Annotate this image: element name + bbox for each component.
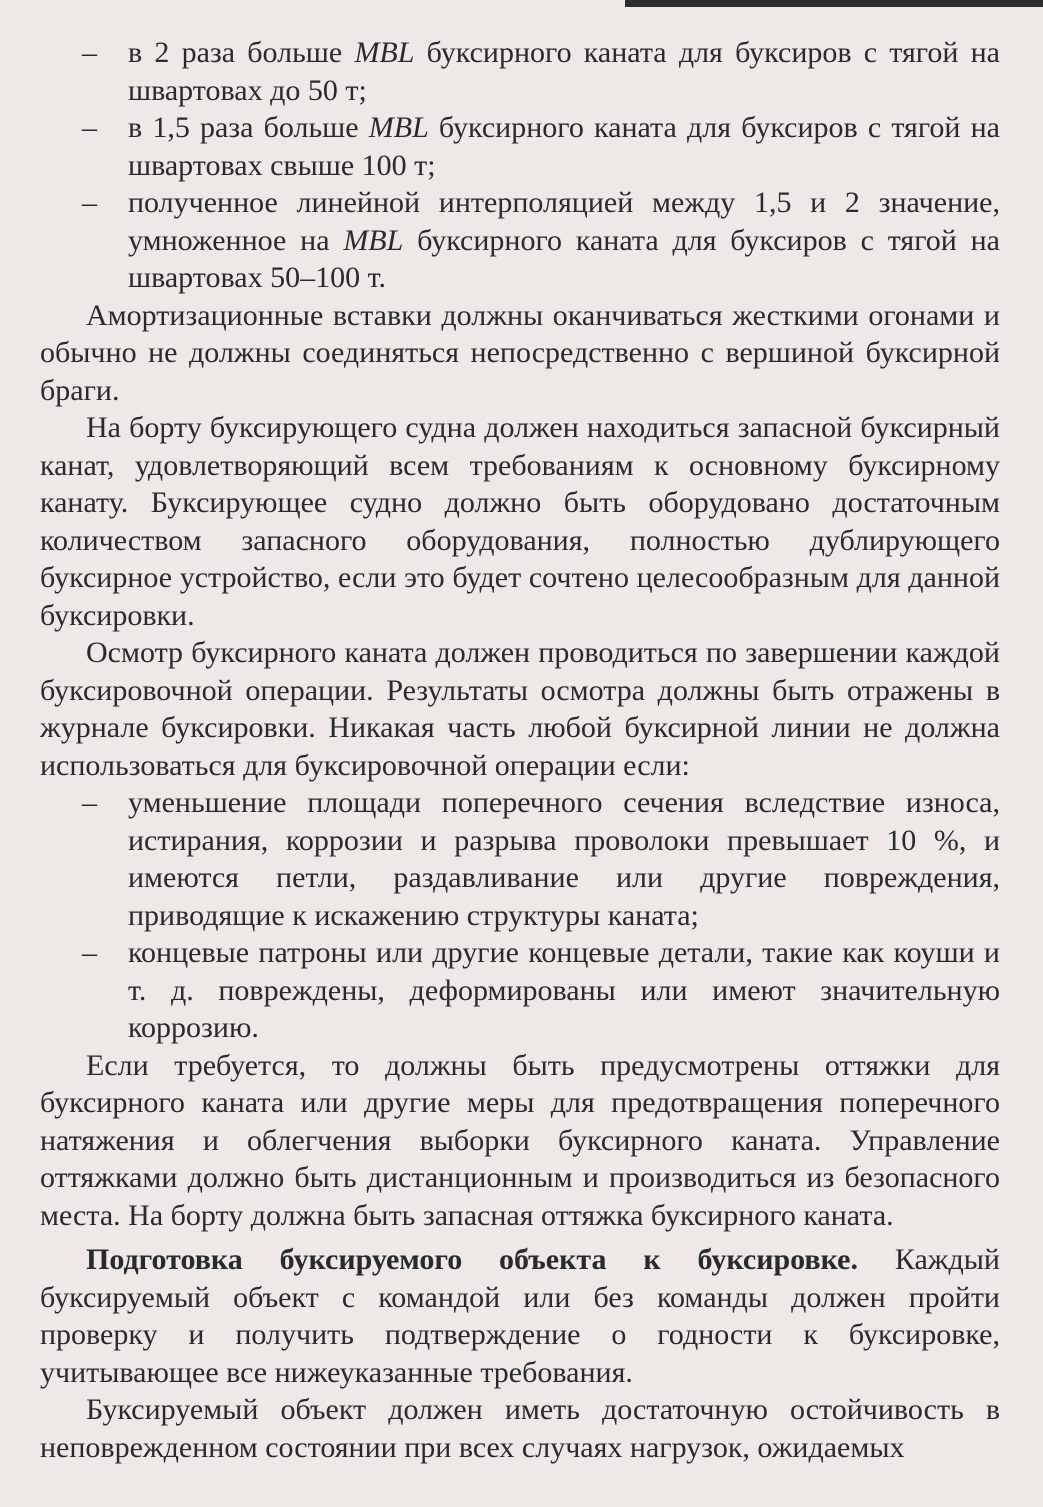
list-text-after: буксирного каната для буксиров с тягой на швартовах до 50 т;: [128, 36, 1000, 107]
list-item: [40, 109, 1000, 184]
mbl-requirements-list: [40, 34, 1000, 297]
paragraph-shock-inserts: Амортизационные вставки должны оканчиваться жесткими огонами и обычно не должны соединяться непосредственно с вершиной буксирной браги.: [40, 298, 1000, 407]
list-item: [40, 184, 1000, 297]
page-body: [40, 34, 1000, 1466]
list-text-emphasis: MBL: [354, 36, 415, 69]
list-dash: –: [82, 936, 97, 969]
list-text-before: в 1,5 раза больше: [128, 111, 369, 144]
paragraph-tow-preparation: [40, 1241, 1000, 1391]
list-dash: –: [82, 186, 97, 219]
rejection-criteria-list: [40, 784, 1000, 1047]
list-item: [40, 34, 1000, 109]
list-text-emphasis: MBL: [343, 223, 404, 257]
list-text-after: буксирного каната для буксиров с тягой на швартовах 50–100 т.: [128, 223, 1000, 294]
paragraph-spare-towline: На борту буксирующего судна должен находиться запасной буксирный канат, удовлетворяющий всем требованиям к основному буксирному канату. Буксирующее судно должно быть оборудовано достаточным количеством запасного оборудования, полностью дублирующего буксирное устройство, если это будет сочтено целесообразным для данной буксировки.: [40, 411, 1000, 632]
list-text-before: в 2 раза больше: [128, 36, 355, 69]
list-text-after: буксирного каната для буксиров с тягой на швартовах свыше 100 т;: [128, 111, 1000, 182]
section-heading-text: Каждый буксируемый объект с командой или без команды должен пройти проверку и получить подтверждение о годности к буксировке, учитывающее все нижеуказанные требования.: [40, 1243, 1000, 1389]
paragraph-towline-inspection: Осмотр буксирного каната должен проводиться по завершении каждой буксировочной операции. Результаты осмотра должны быть отражены в журнале буксировки. Никакая часть любой буксирной линии не должна использоваться для буксировочной операции если:: [40, 636, 1000, 782]
list-text: уменьшение площади поперечного сечения вследствие износа, истирания, коррозии и разрыва проволоки превышает 10 %, и имеются петли, раздавливание или другие повреждения, приводящие к искажению структуры каната;: [128, 786, 1000, 932]
list-text: концевые патроны или другие концевые детали, такие как коуши и т. д. повреждены, деформированы или имеют значительную коррозию.: [128, 936, 1000, 1044]
header-rule: [625, 0, 1043, 7]
list-item: [40, 934, 1000, 1047]
list-text-before: полученное линейной интерполяцией между 1,5 и 2 значение, умноженное на: [128, 186, 1000, 257]
list-item: [40, 784, 1000, 934]
list-dash: –: [82, 786, 97, 819]
list-dash: –: [82, 36, 97, 69]
paragraph-guy-lines: Если требуется, то должны быть предусмотрены оттяжки для буксирного каната или другие меры для предотвращения поперечного натяжения и облегчения выборки буксирного каната. Управление оттяжками должно быть дистанционным и производиться из безопасного места. На борту должна быть запасная оттяжка буксирного каната.: [40, 1048, 1000, 1232]
list-dash: –: [82, 111, 97, 144]
list-text-emphasis: MBL: [368, 111, 429, 144]
paragraph-stability: Буксируемый объект должен иметь достаточную остойчивость в неповрежденном состоянии при всех случаях нагрузок, ожидаемых: [40, 1393, 1000, 1464]
section-heading: Подготовка буксируемого объекта к буксировке.: [86, 1243, 858, 1276]
